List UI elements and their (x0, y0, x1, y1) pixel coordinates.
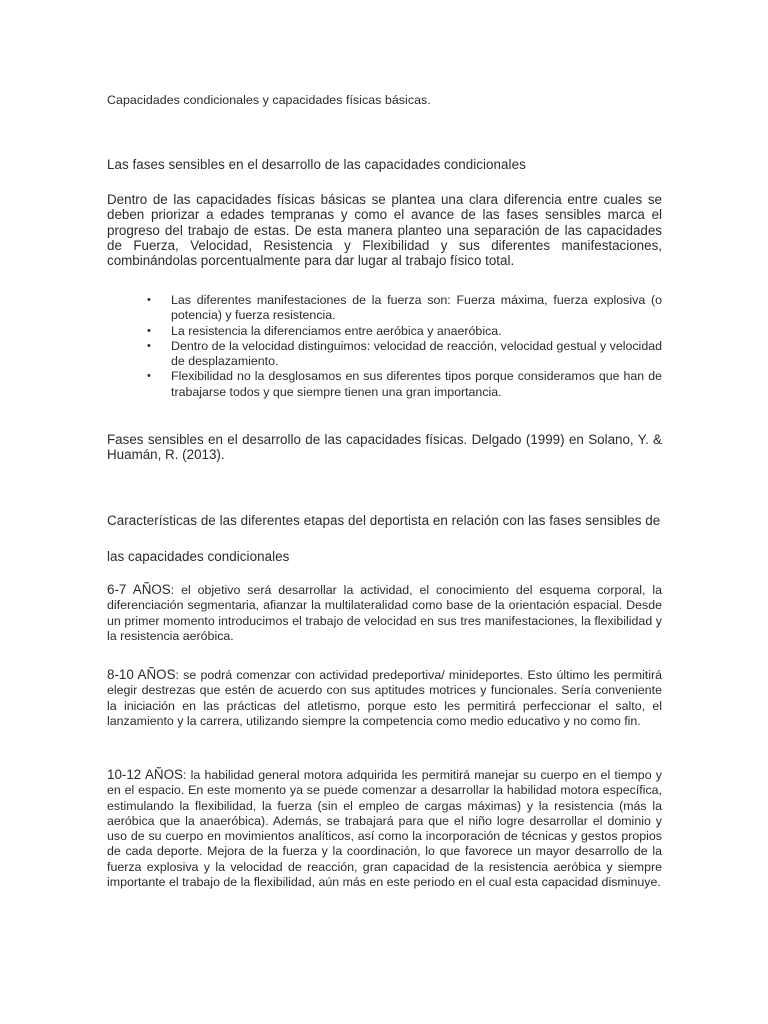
age-label: 8-10 AÑOS (107, 667, 176, 682)
bullet-icon: • (147, 370, 151, 383)
age-paragraph-8-10 (107, 667, 662, 729)
section-heading-fases-sensibles: Las fases sensibles en el desarrollo de las capacidades condicionales (107, 157, 526, 172)
list-item-text: Dentro de la velocidad distinguimos: velocidad de reacción, velocidad gestual y velocidad de desplazamiento. (171, 338, 662, 369)
section-heading-etapas-line1: Características de las diferentes etapas del deportista en relación con las fases sensibles de (107, 513, 661, 528)
age-label: 6-7 AÑOS (107, 582, 171, 597)
section-heading-etapas-line2: las capacidades condicionales (107, 549, 290, 564)
intro-paragraph: Dentro de las capacidades físicas básicas se plantea una clara diferencia entre cuales se deben priorizar a edades tempranas y como el avance de las fases sensibles marca el progreso del trabajo de estas. De esta manera planteo una separación de las capacidades de Fuerza, Velocidad, Resistencia y Flexibilidad y sus diferentes manifestaciones, combinándolas porcentualmente para dar lugar al trabajo físico total. (107, 192, 662, 269)
list-item (107, 369, 662, 400)
figure-citation: Fases sensibles en el desarrollo de las capacidades físicas. Delgado (1999) en Solano, Y. & Huamán, R. (2013). (107, 432, 662, 463)
bullet-icon: • (147, 324, 151, 337)
age-paragraph-6-7 (107, 582, 662, 644)
list-item-text: La resistencia la diferenciamos entre aeróbica y anaeróbica. (171, 323, 502, 338)
list-item (107, 324, 662, 339)
age-text: : se podrá comenzar con actividad predeportiva/ minideportes. Esto último les permitirá elegir destrezas que estén de acuerdo con sus aptitudes motrices y funcionales. Sería conveniente la iniciación en las prácticas del atletismo, porque esto les permitirá perfeccionar el salto, el lanzamiento y la carrera, utilizando siempre la competencia como medio educativo y no como fin. (107, 668, 663, 728)
list-item-text: Flexibilidad no la desglosamos en sus diferentes tipos porque consideramos que han de trabajarse todos y que siempre tienen una gran importancia. (171, 369, 662, 399)
age-text: : la habilidad general motora adquirida les permitirá manejar su cuerpo en el tiempo y en el espacio. En este momento ya se puede comenzar a desarrollar la habilidad motora específica, estimulando la flexibilidad, la fuerza (sin el empleo de cargas máximas) y la resistencia (más la aeróbica que la anaeróbica). Además, se trabajará para que el niño logre desarrollar el dominio y uso de su cuerpo en movimientos analíticos, así como la incorporación de técnicas y gestos propios de cada deporte. Mejora de la fuerza y la coordinación, lo que favorece un mayor desarrollo de la fuerza explosiva y la velocidad de reacción, gran capacidad de la resistencia aeróbica y siempre importante el trabajo de la flexibilidad, aún más en este periodo en el cual esta capacidad disminuye. (107, 768, 662, 890)
capacities-bullet-list (107, 293, 662, 400)
list-item (107, 339, 662, 370)
bullet-icon: • (147, 294, 151, 306)
list-item (107, 293, 662, 324)
document-title: Capacidades condicionales y capacidades físicas básicas. (107, 93, 431, 107)
age-text: : el objetivo será desarrollar la actividad, el conocimiento del esquema corporal, la diferenciación segmentaria, afianzar la multilateralidad como base de la orientación espacial. Desde un primer momento introducimos el trabajo de velocidad en sus tres manifestaciones, la flexibilidad y la resistencia aeróbica. (107, 583, 662, 643)
list-item-text: Las diferentes manifestaciones de la fuerza son: Fuerza máxima, fuerza explosiva (o potencia) y fuerza resistencia. (171, 293, 662, 323)
age-paragraph-10-12 (107, 767, 662, 890)
age-label: 10-12 AÑOS (107, 767, 183, 782)
bullet-icon: • (147, 339, 151, 352)
